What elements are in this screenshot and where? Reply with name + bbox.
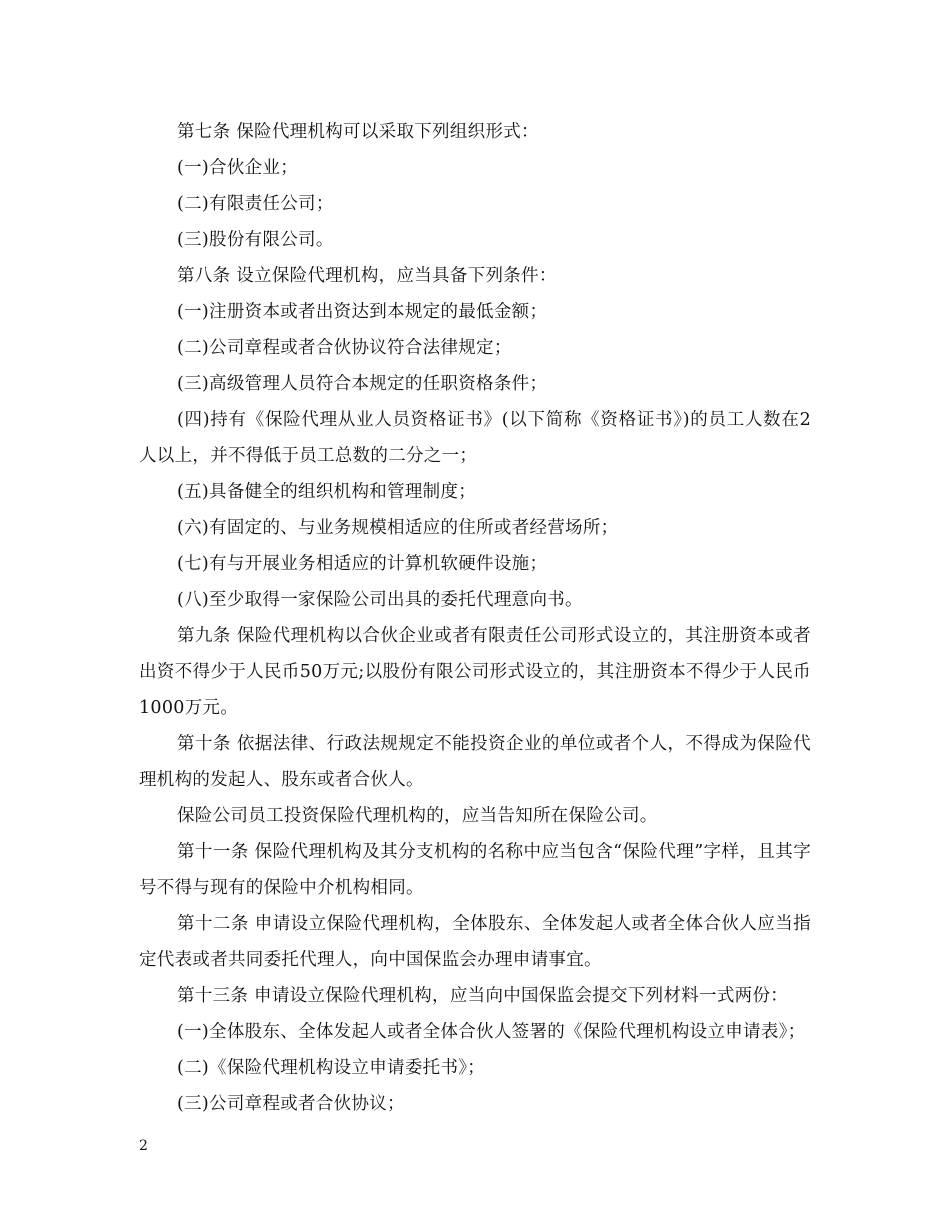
list-item: (二)有限责任公司； [177,194,334,214]
list-item: (五)具备健全的组织机构和管理制度； [177,482,477,502]
list-item: (七)有与开展业务相适应的计算机软硬件设施； [177,554,548,574]
paragraph-article-13: 第十三条 申请设立保险代理机构，应当向中国保监会提交下列材料一式两份： [177,986,789,1006]
list-item: (三)公司章程或者合伙协议； [177,1094,405,1114]
paragraph-article-10-note: 保险公司员工投资保险代理机构的，应当告知所在保险公司。 [177,806,658,826]
list-item: (六)有固定的、与业务规模相适应的住所或者经营场所； [177,518,619,538]
list-item: (一)注册资本或者出资达到本规定的最低金额； [177,302,548,322]
page-number: 2 [139,1138,148,1154]
paragraph-article-7: 第七条 保险代理机构可以采取下列组织形式： [177,122,539,142]
list-item: (一)全体股东、全体发起人或者全体合伙人签署的《保险代理机构设立申请表》； [177,1022,806,1042]
list-item: (三)高级管理人员符合本规定的任职资格条件； [177,374,548,394]
list-item: (二)《保险代理机构设立申请委托书》； [177,1058,486,1078]
paragraph-article-12: 第十二条 申请设立保险代理机构，全体股东、全体发起人或者全体合伙人应当指定代表或者共同委托代理人，向中国保监会办理申请事宜。 [139,914,811,970]
paragraph-article-11: 第十一条 保险代理机构及其分支机构的名称中应当包含“保险代理”字样，且其字号不得与现有的保险中介机构相同。 [139,842,811,898]
list-item: (四)持有《保险代理从业人员资格证书》(以下简称《资格证书》)的员工人数在2人以上，并不得低于员工总数的二分之一； [139,410,811,466]
document-body [139,114,811,1122]
list-item: (一)合伙企业； [177,158,299,178]
list-item: (二)公司章程或者合伙协议符合法律规定； [177,338,512,358]
paragraph-article-9: 第九条 保险代理机构以合伙企业或者有限责任公司形式设立的，其注册资本或者出资不得少于人民币50万元;以股份有限公司形式设立的，其注册资本不得少于人民币1000万元。 [139,626,811,718]
list-item: (三)股份有限公司。 [177,230,334,250]
paragraph-article-10: 第十条 依据法律、行政法规规定不能投资企业的单位或者个人，不得成为保险代理机构的发起人、股东或者合伙人。 [139,734,811,790]
paragraph-article-8: 第八条 设立保险代理机构，应当具备下列条件： [177,266,557,286]
list-item: (八)至少取得一家保险公司出具的委托代理意向书。 [177,590,583,610]
